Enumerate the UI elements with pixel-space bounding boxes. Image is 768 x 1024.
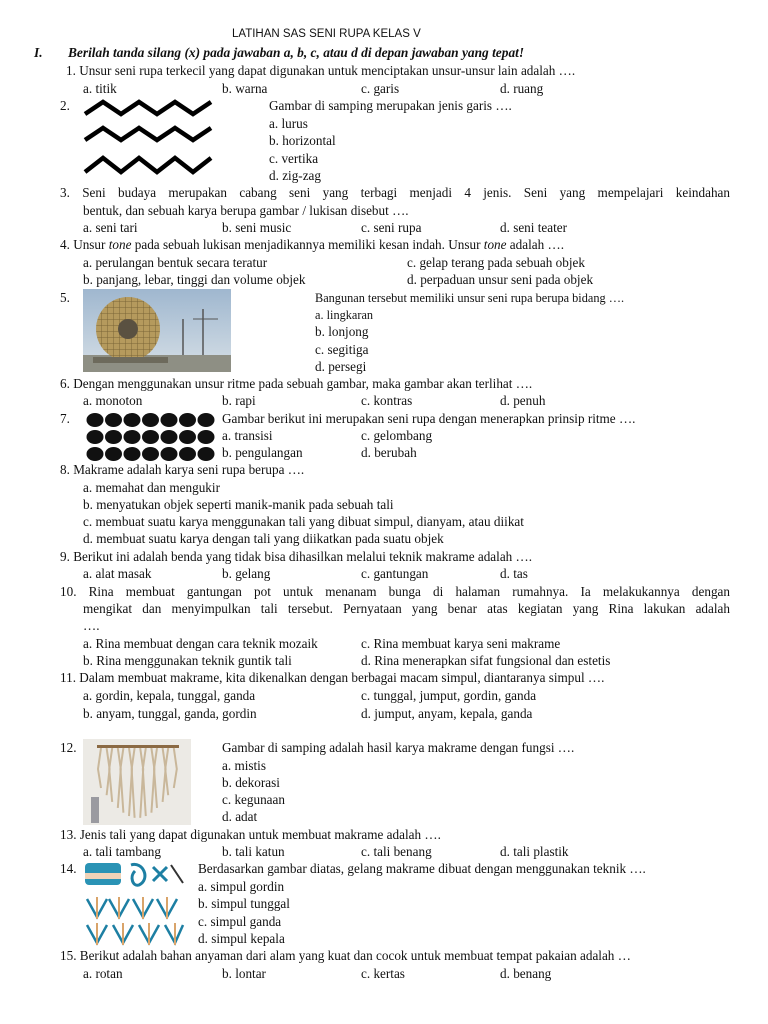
q13-option-a[interactable]: a. tali tambang (83, 844, 161, 859)
q7-option-b[interactable]: b. pengulangan (222, 445, 303, 460)
q7-option-d[interactable]: d. berubah (361, 445, 417, 460)
q11-option-c[interactable]: c. tunggal, jumput, gordin, ganda (361, 688, 537, 703)
question-1-text: 1. Unsur seni rupa terkecil yang dapat digunakan untuk menciptakan unsur-unsur lain adalah …. (66, 63, 576, 78)
q12-option-c[interactable]: c. kegunaan (222, 792, 285, 807)
q14-option-a[interactable]: a. simpul gordin (198, 879, 285, 894)
question-6-text: 6. Dengan menggunakan unsur ritme pada sebuah gambar, maka gambar akan terlihat …. (60, 376, 533, 391)
q15-option-a[interactable]: a. rotan (83, 966, 123, 981)
q1-option-c[interactable]: c. garis (361, 81, 400, 96)
q8-option-b[interactable]: b. menyatukan objek seperti manik-manik pada sebuah tali (83, 497, 394, 512)
q13-option-d[interactable]: d. tali plastik (500, 844, 569, 859)
q3-option-d[interactable]: d. seni teater (500, 220, 568, 235)
question-4-text: 4. Unsur tone pada sebuah lukisan menjadikannya memiliki kesan indah. Unsur tone adalah …. (60, 237, 564, 252)
q5-option-d[interactable]: d. persegi (315, 359, 367, 374)
q15-option-b[interactable]: b. lontar (222, 966, 266, 981)
q15-option-c[interactable]: c. kertas (361, 966, 405, 981)
q4-option-c[interactable]: c. gelap terang pada sebuah objek (407, 255, 585, 270)
q14-option-b[interactable]: b. simpul tunggal (198, 896, 290, 911)
q1-option-d[interactable]: d. ruang (500, 81, 544, 96)
question-11-text: 11. Dalam membuat makrame, kita dikenalkan dengan berbagai macam simpul, diantaranya simpul …. (60, 670, 605, 685)
q2-option-a[interactable]: a. lurus (269, 116, 308, 131)
q4-option-a[interactable]: a. perulangan bentuk secara teratur (83, 255, 268, 270)
q9-option-d[interactable]: d. tas (500, 566, 528, 581)
q15-option-d[interactable]: d. benang (500, 966, 552, 981)
q6-option-c[interactable]: c. kontras (361, 393, 413, 408)
q7-option-a[interactable]: a. transisi (222, 428, 273, 443)
q2-option-b[interactable]: b. horizontal (269, 133, 336, 148)
q3-option-c[interactable]: c. seni rupa (361, 220, 422, 235)
q5-option-b[interactable]: b. lonjong (315, 324, 369, 339)
q10-option-c[interactable]: c. Rina membuat karya seni makrame (361, 636, 561, 651)
question-14-number: 14. (60, 861, 77, 876)
q12-option-d[interactable]: d. adat (222, 809, 258, 824)
question-3-line-2: bentuk, dan sebuah karya berupa gambar / lukisan disebut …. (83, 203, 409, 218)
q7-option-c[interactable]: c. gelombang (361, 428, 433, 443)
q11-option-b[interactable]: b. anyam, tunggal, ganda, gordin (83, 706, 257, 721)
question-5-number: 5. (60, 290, 70, 305)
q8-option-a[interactable]: a. memahat dan mengukir (83, 480, 220, 495)
q2-option-c[interactable]: c. vertika (269, 151, 319, 166)
repeated-dots-image (86, 411, 216, 463)
q12-option-a[interactable]: a. mistis (222, 758, 266, 773)
q6-option-a[interactable]: a. monoton (83, 393, 143, 408)
q10-option-a[interactable]: a. Rina membuat dengan cara teknik mozaik (83, 636, 318, 651)
ring-building-photo (83, 289, 231, 372)
q11-option-d[interactable]: d. jumput, anyam, kepala, ganda (361, 706, 533, 721)
q12-option-b[interactable]: b. dekorasi (222, 775, 280, 790)
question-13-text: 13. Jenis tali yang dapat digunakan untuk membuat makrame adalah …. (60, 827, 441, 842)
question-5-text: Bangunan tersebut memiliki unsur seni rupa berupa bidang …. (315, 291, 625, 305)
section-number: I. (34, 45, 43, 60)
q5-option-c[interactable]: c. segitiga (315, 342, 369, 357)
q10-option-d[interactable]: d. Rina menerapkan sifat fungsional dan estetis (361, 653, 611, 668)
q9-option-a[interactable]: a. alat masak (83, 566, 152, 581)
q11-option-a[interactable]: a. gordin, kepala, tunggal, ganda (83, 688, 256, 703)
question-10-line-2: mengikat dan menyimpulkan tali tersebut. Pernyataan yang benar atas kegiatan yang Rina lakukan adalah (83, 601, 730, 616)
question-12-number: 12. (60, 740, 77, 755)
q9-option-b[interactable]: b. gelang (222, 566, 271, 581)
q6-option-b[interactable]: b. rapi (222, 393, 256, 408)
q3-option-b[interactable]: b. seni music (222, 220, 292, 235)
instruction: Berilah tanda silang (x) pada jawaban a, b, c, atau d di depan jawaban yang tepat! (68, 45, 525, 60)
question-2-number: 2. (60, 98, 70, 113)
question-12-text: Gambar di samping adalah hasil karya makrame dengan fungsi …. (222, 740, 575, 755)
question-14-text: Berdasarkan gambar diatas, gelang makrame dibuat dengan menggunakan teknik …. (198, 861, 646, 876)
q5-option-a[interactable]: a. lingkaran (315, 308, 374, 322)
question-10-line-1: 10. Rina membuat gantungan pot untuk menanam bunga di halaman rumahnya. Ia melakukannya dengan (60, 584, 730, 599)
q8-option-d[interactable]: d. membuat suatu karya dengan tali yang diikatkan pada suatu objek (83, 531, 444, 546)
q3-option-a[interactable]: a. seni tari (83, 220, 138, 235)
question-15-text: 15. Berikut adalah bahan anyaman dari alam yang kuat dan cocok untuk membuat tempat pakaian adalah … (60, 948, 631, 963)
question-10-line-3: …. (83, 618, 100, 633)
q4-option-b[interactable]: b. panjang, lebar, tinggi dan volume objek (83, 272, 306, 287)
q1-option-b[interactable]: b. warna (222, 81, 268, 96)
q6-option-d[interactable]: d. penuh (500, 393, 546, 408)
question-7-text: Gambar berikut ini merupakan seni rupa dengan menerapkan prinsip ritme …. (222, 411, 636, 426)
question-9-text: 9. Berikut ini adalah benda yang tidak bisa dihasilkan melalui teknik makrame adalah …. (60, 549, 533, 564)
q4-option-d[interactable]: d. perpaduan unsur seni pada objek (407, 272, 594, 287)
q10-option-b[interactable]: b. Rina menggunakan teknik guntik tali (83, 653, 292, 668)
question-3-line-1: 3. Seni budaya merupakan cabang seni yang terbagi menjadi 4 jenis. Seni yang mempelajari keindahan (60, 185, 730, 200)
question-2-text: Gambar di samping merupakan jenis garis …. (269, 98, 512, 113)
q14-option-c[interactable]: c. simpul ganda (198, 914, 282, 929)
q9-option-c[interactable]: c. gantungan (361, 566, 429, 581)
q1-option-a[interactable]: a. titik (83, 81, 117, 96)
q8-option-c[interactable]: c. membuat suatu karya menggunakan tali yang dibuat simpul, dianyam, atau diikat (83, 514, 524, 529)
page-title: LATIHAN SAS SENI RUPA KELAS V (232, 28, 421, 40)
q13-option-b[interactable]: b. tali katun (222, 844, 285, 859)
zigzag-lines-image (83, 98, 215, 180)
q13-option-c[interactable]: c. tali benang (361, 844, 432, 859)
q14-option-d[interactable]: d. simpul kepala (198, 931, 285, 946)
q2-option-d[interactable]: d. zig-zag (269, 168, 321, 183)
question-8-text: 8. Makrame adalah karya seni rupa berupa …. (60, 462, 305, 477)
bracelet-knot-steps-image (83, 859, 188, 949)
question-7-number: 7. (60, 411, 70, 426)
macrame-wall-hanging-photo (83, 739, 191, 825)
